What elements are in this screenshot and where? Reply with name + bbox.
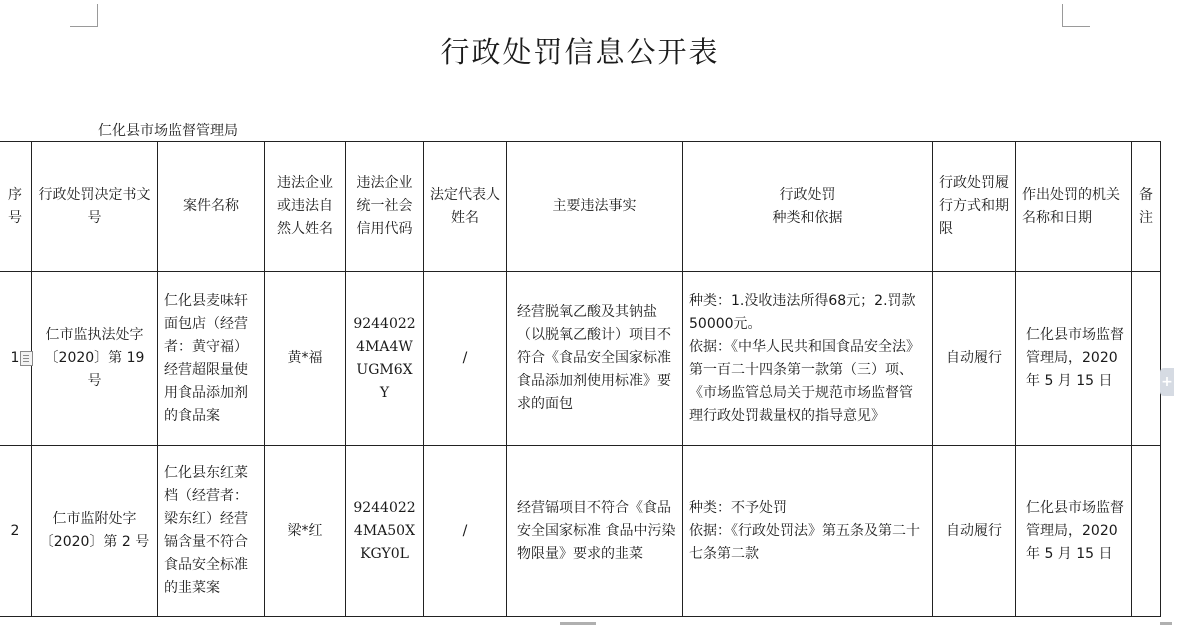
scroll-indicator-right: [1160, 622, 1172, 625]
penalty-type: 种类：不予处罚: [689, 499, 787, 516]
cell-doc-no: 仁市监执法处字〔2020〕第 19 号: [32, 272, 158, 446]
cell-doc-no: 仁市监附处字〔2020〕第 2 号: [32, 446, 158, 617]
cell-execution: 自动履行: [933, 446, 1016, 617]
header-party-name: 违法企业或违法自然人姓名: [265, 142, 346, 272]
header-case-name: 案件名称: [158, 142, 265, 272]
header-doc-no: 行政处罚决定书文号: [32, 142, 158, 272]
cell-credit-code: 92440224MA50XKGY0L: [346, 446, 424, 617]
cell-penalty: [683, 272, 933, 446]
header-authority-date: 作出处罚的机关名称和日期: [1016, 142, 1132, 272]
cell-party-name: 梁*红: [265, 446, 346, 617]
page-title: 行政处罚信息公开表: [440, 35, 720, 69]
cell-authority-date: 仁化县市场监督管理局，2020 年 5 月 15 日: [1016, 446, 1132, 617]
cell-credit-code: 92440224MA4WUGM6XY: [346, 272, 424, 446]
header-remarks: 备注: [1132, 142, 1161, 272]
plus-icon[interactable]: +: [1160, 368, 1174, 396]
issuing-organization: 仁化县市场监督管理局: [98, 123, 238, 139]
header-penalty: 行政处罚 种类和依据: [683, 142, 933, 272]
penalty-type: 种类：1.没收违法所得68元；2.罚款50000元。: [689, 292, 916, 332]
penalty-basis: 依据：《中华人民共和国食品安全法》第一百二十四条第一款第（三）项、《市场监管总局关于规范市场监督管理行政处罚裁量权的指导意见》: [689, 338, 920, 424]
penalty-basis: 依据：《行政处罚法》第五条及第二十七条第二款: [689, 522, 920, 562]
header-seq: 序号: [0, 142, 32, 272]
scroll-indicator: [560, 622, 596, 625]
cell-facts: 经营脱氧乙酸及其钠盐（以脱氧乙酸计）项目不符合《食品安全国家标准 食品添加剂使用标准》要求的面包: [507, 272, 683, 446]
cell-seq: 1: [0, 272, 32, 446]
cell-party-name: 黄*福: [265, 272, 346, 446]
cell-remarks: [1132, 446, 1161, 617]
cell-case-name: 仁化县东红菜档（经营者：梁东红）经营镉含量不符合食品安全标准的韭菜案: [158, 446, 265, 617]
cell-facts: 经营镉项目不符合《食品安全国家标准 食品中污染物限量》要求的韭菜: [507, 446, 683, 617]
document-icon[interactable]: [20, 351, 33, 366]
cell-execution: 自动履行: [933, 272, 1016, 446]
header-execution: 行政处罚履行方式和期限: [933, 142, 1016, 272]
cell-authority-date: 仁化县市场监督管理局，2020 年 5 月 15 日: [1016, 272, 1132, 446]
penalty-table: [0, 141, 1161, 617]
cell-seq: 2: [0, 446, 32, 617]
cell-legal-rep: /: [424, 446, 507, 617]
header-facts: 主要违法事实: [507, 142, 683, 272]
cell-penalty: [683, 446, 933, 617]
table-header-row: [0, 142, 1161, 272]
cell-case-name: 仁化县麦味轩面包店（经营者：黄守福）经营超限量使用食品添加剂的食品案: [158, 272, 265, 446]
table-row: [0, 446, 1161, 617]
page-corner-mark-left: [70, 4, 98, 27]
page-corner-mark-right: [1062, 4, 1090, 27]
header-credit-code: 违法企业统一社会信用代码: [346, 142, 424, 272]
header-legal-rep: 法定代表人姓名: [424, 142, 507, 272]
table-row: [0, 272, 1161, 446]
cell-remarks: [1132, 272, 1161, 446]
cell-legal-rep: /: [424, 272, 507, 446]
